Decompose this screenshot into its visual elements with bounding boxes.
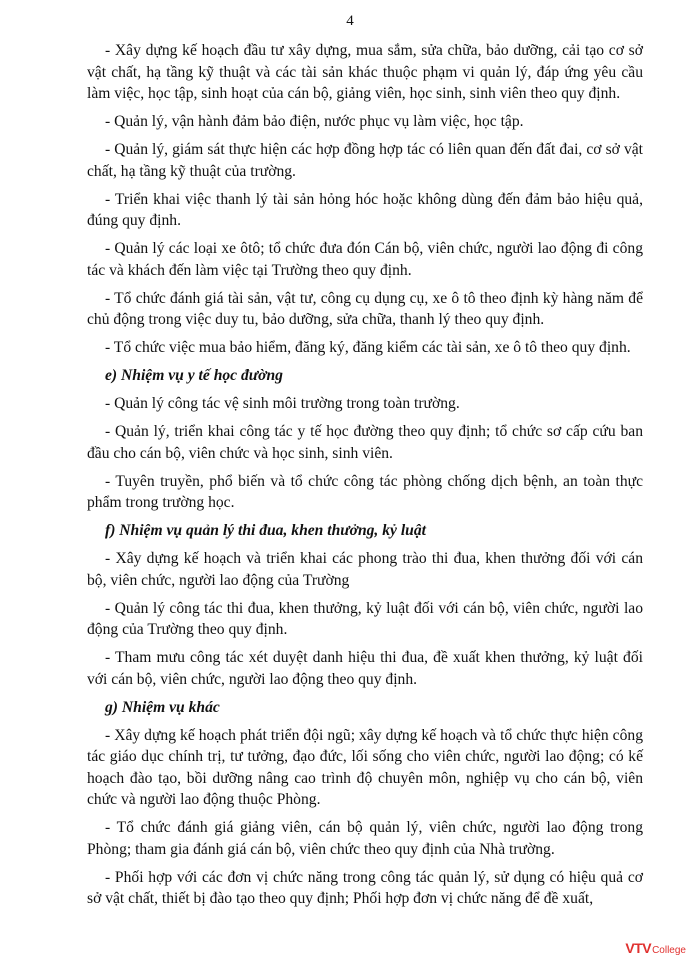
paragraph: - Xây dựng kế hoạch phát triển đội ngũ; xây dựng kế hoạch và tổ chức thực hiện công tác giáo dục chính trị, tư tưởng, đạo đức, lối sống cho viên chức, người lao động; có kế hoạch đào tạo, bồi dưỡng nâng cao trình độ chuyên môn, nghiệp vụ cho cán bộ, viên chức và người lao động thuộc Phòng.	[87, 726, 643, 808]
paragraph: - Xây dựng kế hoạch và triển khai các phong trào thi đua, khen thưởng đối với cán bộ, viên chức, người lao động của Trường	[87, 550, 643, 589]
paragraph: - Quản lý, vận hành đảm bảo điện, nước phục vụ làm việc, học tập.	[105, 113, 524, 130]
paragraph: - Tuyên truyền, phổ biến và tổ chức công tác phòng chống dịch bệnh, an toàn thực phẩm trong trường học.	[87, 472, 643, 511]
paragraph: - Tổ chức đánh giá tài sản, vật tư, công cụ dụng cụ, xe ô tô theo định kỳ hàng năm để chủ động trong việc duy tu, bảo dưỡng, sửa chữa, thanh lý theo quy định.	[87, 289, 643, 328]
paragraph: - Tổ chức đánh giá giảng viên, cán bộ quản lý, viên chức, người lao động trong Phòng; tham gia đánh giá cán bộ, viên chức theo quy định của Nhà trường.	[87, 819, 643, 858]
section-heading-emulation: f) Nhiệm vụ quản lý thi đua, khen thưởng, kỷ luật	[105, 522, 426, 539]
section-heading-other: g) Nhiệm vụ khác	[105, 698, 220, 716]
logo-brand-text: VTV	[625, 940, 652, 956]
paragraph: - Quản lý, giám sát thực hiện các hợp đồng hợp tác có liên quan đến đất đai, cơ sở vật chất, hạ tầng kỹ thuật của trường.	[87, 141, 643, 180]
paragraph: - Tham mưu công tác xét duyệt danh hiệu thi đua, đề xuất khen thưởng, kỷ luật đối với cán bộ, viên chức, người lao động theo quy định.	[87, 649, 643, 688]
vtv-college-logo	[625, 940, 686, 956]
paragraph: - Phối hợp với các đơn vị chức năng trong công tác quản lý, sử dụng có hiệu quả cơ sở vật chất, thiết bị đào tạo theo quy định; Phối hợp đơn vị chức năng để đề xuất,	[87, 868, 643, 907]
paragraph: - Quản lý công tác thi đua, khen thưởng, kỷ luật đối với cán bộ, viên chức, người lao động của Trường theo quy định.	[87, 599, 643, 638]
paragraph: - Quản lý các loại xe ôtô; tổ chức đưa đón Cán bộ, viên chức, người lao động đi công tác và khách đến làm việc tại Trường theo quy định.	[87, 240, 643, 279]
paragraph: - Xây dựng kế hoạch đầu tư xây dựng, mua sắm, sửa chữa, bảo dưỡng, cải tạo cơ sở vật chất, hạ tầng kỹ thuật và các tài sản khác thuộc phạm vi quản lý, đáp ứng yêu cầu làm việc, học tập, sinh hoạt của cán bộ, giảng viên, học sinh, sinh viên theo quy định.	[87, 42, 643, 102]
logo-sub-text: College	[652, 945, 686, 956]
paragraph: - Tổ chức việc mua bảo hiểm, đăng ký, đăng kiểm các tài sản, xe ô tô theo quy định.	[105, 339, 631, 356]
page-number: 4	[346, 13, 354, 29]
section-heading-health: e) Nhiệm vụ y tế học đường	[105, 367, 283, 384]
paragraph: - Quản lý công tác vệ sinh môi trường trong toàn trường.	[105, 395, 460, 412]
document-body	[87, 40, 643, 916]
paragraph: - Quản lý, triển khai công tác y tế học đường theo quy định; tổ chức sơ cấp cứu ban đầu cho cán bộ, viên chức và học sinh, sinh viên.	[87, 423, 643, 462]
paragraph: - Triển khai việc thanh lý tài sản hỏng hóc hoặc không dùng đến đảm bảo hiệu quả, đúng quy định.	[87, 190, 643, 229]
